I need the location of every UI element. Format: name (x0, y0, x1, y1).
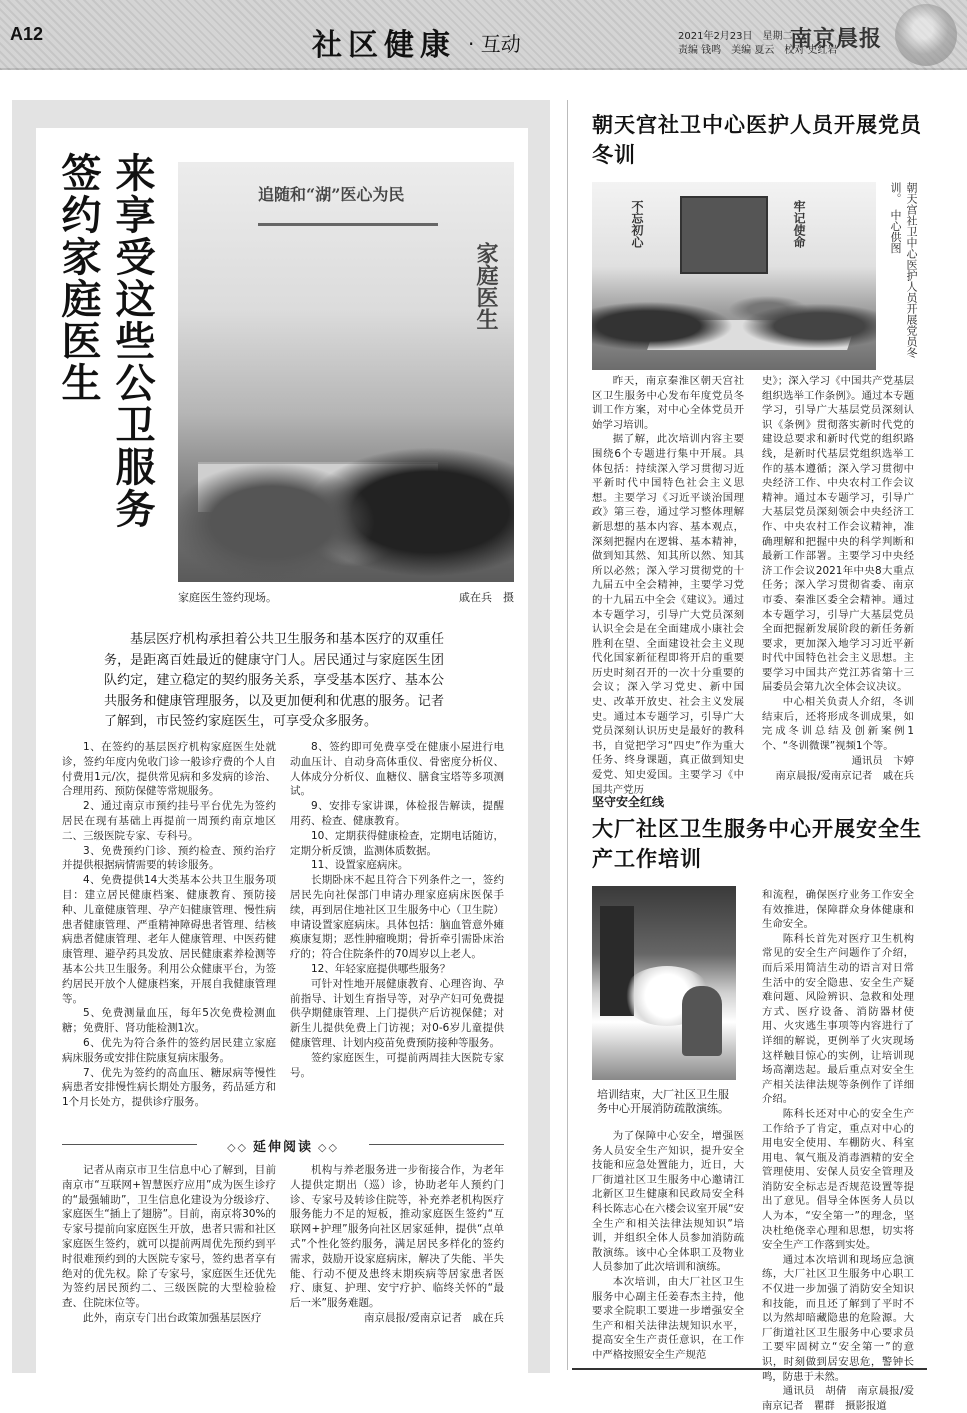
paragraph: 中心相关负责人介绍，冬训结束后，还将形成冬训成果，如完成冬训总结及创新案例1个、“冬训微课”视频1个等。 (762, 696, 914, 752)
photo-credit: 戚在兵 摄 (459, 591, 514, 604)
article-3-photo-caption: 培训结束，大厂社区卫生服务中心开展消防疏散演练。 (597, 1088, 729, 1115)
paragraph: 长期卧床不起且符合下列条件之一，签约居民先向社保部门申请办理家庭病床医保手续，再到居住地社区卫生服务中心（卫生院）申请设置家庭病床。具体包括：脑血管意外瘫痪康复期；恶性肿瘤晚期；骨折牵引需卧床治疗的；符合住院条件的70周岁以上老人。 (290, 874, 504, 961)
paragraph: 6、优先为符合条件的签约居民建立家庭病床服务或安排住院康复病床服务。 (62, 1036, 276, 1064)
family-doctor-signing-photo (178, 162, 514, 582)
article-column-b (290, 740, 504, 1080)
article-3-column-h (592, 1129, 744, 1363)
photo-people (592, 260, 876, 370)
paragraph: 陈科长首先对医疗卫生机构常见的安全生产问题作了介绍，而后采用简洁生动的语言对日常生活中的安全隐患、安全生产疑难问题、风险辨识、急救和处理方式、医疗设备、消防器材使用、火灾逃生事项等内容进行了详细的解说，更例举了火灾现场这样触目惊心的实例，让培训现场高潮迭起。最后重点对安全生产相关法律法规等条例作了详细介绍。 (762, 932, 914, 1106)
section-subtitle: · 互动 (468, 32, 521, 56)
newspaper-logo: 南京晨报 (790, 26, 883, 52)
bottom-rule (572, 1368, 927, 1370)
photo-caption-text: 家庭医生签约现场。 (178, 591, 277, 604)
issue-date: 2021年2月23日 星期二 (678, 31, 793, 42)
photo-caption (178, 589, 514, 605)
paragraph: 5、免费测量血压，每年5次免费检测血糖；免费肝、肾功能检测1次。 (62, 1007, 276, 1035)
paragraph: 可针对性地开展健康教育、心理咨询、孕前指导、计划生育指导等，对孕产妇可免费提供孕期健康管理、上门提供产后访视保健；对新生儿提供免费上门访视；对0-6岁儿童提供健康管理、计划内疫苗免费预防接种等服务。 (290, 977, 504, 1049)
paragraph: 昨天，南京秦淮区朝天宫社区卫生服务中心发布年度党员冬训工作方案，对中心全体党员开始学习培训。 (592, 375, 744, 431)
paragraph: 史》；深入学习《中国共产党基层组织选举工作条例》。通过本专题学习，引导广大基层党员深刻认识《条例》贯彻落实新时代党的建设总要求和新时代党的组织路线，是新时代基层党组织选举工作的基本遵循；深入学习贯彻中央经济工作、中央农村工作会议精神。通过本专题学习，引导广大基层党员深刻领会中央经济工作、中央农村工作会议精神，准确理解和把握中央的科学判断和最新工作部署。主要学习中央经济工作会议2021年中央8大重点任务；深入学习贯彻省委、南京市委、秦淮区委全会精神。通过本专题学习，引导广大基层党员全面把握新发展阶段的新任务新要求，更加深入地学习习近平新时代中国特色社会主义思想。主要学习中国共产党江苏省第十三届委员会第九次全体会议决议。 (762, 375, 914, 694)
paragraph: 9、安排专家讲课，体检报告解读，提醒用药、检查、健康教育。 (290, 800, 504, 827)
article-2-byline: 通讯员 卞婷 南京晨报/爱南京记者 戚在兵 (775, 755, 914, 782)
paragraph: 签约家庭医生，可提前两周挂大医院专家号。 (290, 1051, 504, 1079)
column-divider (567, 100, 568, 1370)
paragraph: 11、设置家庭病床。 (311, 859, 409, 872)
editors-line: 责编 钱鸣 美编 夏云 校对 史红岩 (678, 45, 838, 56)
paragraph: 10、定期获得健康检查，定期电话随访，定期分析反馈，监测体质数据。 (290, 829, 504, 857)
paragraph: 1、在签约的基层医疗机构家庭医生处就诊，签约年度内免收门诊一般诊疗费的个人自付费用1元/次，提供常见病和多发病的诊治、合理用药、预防保健等常规服务。 (62, 741, 276, 798)
paragraph: 8、签约即可免费享受在健康小屋进行电动血压计、自动身高体重仪、骨密度分析仪、人体成分分析仪、血糖仪、膳食宝塔等多项测试。 (290, 741, 504, 798)
byline: 南京晨报/爱南京记者 戚在兵 (363, 1311, 504, 1324)
article-intro: 基层医疗机构承担着公共卫生服务和基本医疗的双重任务，是距离百姓最近的健康守门人。居民通过与家庭医生团队约定，建立稳定的契约服务关系，享受基本医疗、基本公共服务和健康管理服务，以及更加便利和优惠的服务。记者了解到，市民签约家庭医生，可享受众多服务。 (104, 632, 444, 729)
paragraph: 12、年轻家庭提供哪些服务？ (311, 962, 451, 975)
page-number: A12 (10, 24, 44, 44)
extended-reading-label: ◇◇ 延伸阅读 ◇◇ (210, 1136, 356, 1155)
paragraph: 机构与养老服务进一步衔接合作，为老年人提供定期出（巡）诊，协助老年人预约门诊、专家号及转诊住院等，补充养老机构医疗服务能力不足的短板，推动家庭医生签约“互联网+护理”服务向社区居家延伸，提供“点单式”个性化签约服务，满足居民多样化的签约需求，鼓励开设家庭病床，解决了失能、半失能、行动不便及患终末期疾病等居家患者医疗、康复、护理、安宁疗护、临终关怀的“最后一米”服务难题。 (290, 1164, 504, 1310)
paragraph: 据了解，此次培训内容主要围绕6个专题进行集中开展。具体包括：持续深入学习贯彻习近平新时代中国特色社会主义思想。主要学习《习近平谈治国理政》第三卷，通过学习整体理解新思想的基本内容、基本观点，深刻把握内在逻辑、基本精神，做到知其然、知其所以然、知其所以必然；深入学习贯彻党的十九届五中全会精神，主要学习党的十九届五中全会《建议》。通过本专题学习，引导广大党员深刻认识全会是在全面建成小康社会胜利在望、全面建设社会主义现代化国家新征程即将开启的重要历史时刻召开的一次十分重要的会议；深入学习党史、新中国史、改革开放史、社会主义发展史。通过本专题学习，引导广大党员深刻认识历史是最好的教科书，自觉把学习“四史”作为重大任务、终身课题，真正做到知史爱党、知史爱国。主要学习《中国共产党历 (592, 433, 744, 796)
photo-person (682, 986, 722, 1056)
article-3-column-g (762, 888, 914, 1413)
extended-reading-column-c (62, 1163, 276, 1326)
paragraph: 3、免费预约门诊、预约检查、预约治疗并提供根据病情需要的转诊服务。 (62, 844, 276, 872)
paragraph: 7、优先为签约的高血压、糖尿病等慢性病患者安排慢性病长期处方服务，药品延方和1个月长处方，提供诊疗服务。 (62, 1066, 276, 1109)
photo-sign-left: 不忘初心 (630, 200, 644, 248)
article-2-column-f (762, 374, 914, 753)
article-2-column-e (592, 374, 744, 797)
article-title-line-2: 签约家庭医生 (55, 152, 102, 404)
article-2-headline: 朝天宫社卫中心医护人员开展党员冬训 (592, 113, 922, 167)
paragraph: 2、通过南京市预约挂号平台优先为签约居民在现有基础上再提前一周预约南京地区二、三级医院专家、专科号。 (62, 800, 276, 842)
fire-drill-photo (592, 886, 736, 1080)
paragraph: 此外，南京专门出台政策加强基层医疗 (83, 1311, 262, 1324)
paragraph: 通过本次培训和现场应急演练，大厂社区卫生服务中心职工不仅进一步加强了消防安全知识和技能，而且还了解到了平时不以为然却暗藏隐患的危险源。大厂街道社区卫生服务中心要求员工要牢固树立“安全第一”的意识，时刻做到居安思危，警钟长鸣，防患于未然。 (762, 1253, 914, 1383)
photo-wall-banner: 追随和“湖”医心为民 (258, 182, 438, 226)
photo-wall-sign: 家庭医生 (473, 242, 499, 330)
byline: 通讯员 胡倩 南京晨报/爱南京记者 瞿群 摄影报道 (762, 1385, 914, 1412)
paragraph: 为了保障中心安全，增强医务人员安全生产知识，提升安全技能和应急处置能力，近日，大厂街道社区卫生服务中心邀请江北新区卫生健康和民政局安全科科长陈志心在六楼会议室开展“安全生产和相关法律法规知识”培训，并组织全体人员参加消防疏散演练。该中心全体职工及物业人员参加了此次培训和演练。 (592, 1130, 744, 1274)
party-training-photo (592, 182, 876, 370)
extended-reading-column-d (290, 1163, 504, 1326)
divider-line-left (62, 1144, 197, 1145)
paragraph: 记者从南京市卫生信息中心了解到，目前南京市“互联网+智慧医疗应用”成为医生诊疗的“最强辅助”，卫生信息化建设为分级诊疗、家庭医生“插上了翅膀”。目前，南京将30%的专家号提前向家庭医生开放，患者只需和社区家庭医生签约，就可以提前两周优先预约到平时很难预约到的大医院专家号，签约患者享有绝对的优先权。除了专家号，家庭医生还优先为签约居民预约二、三级医院的大型检验检查、住院床位等。 (62, 1164, 276, 1310)
extended-reading-divider (62, 1135, 504, 1155)
photo-people (178, 382, 514, 582)
paragraph: 本次培训，由大厂社区卫生服务中心副主任姜春杰主持，他要求全院职工要进一步增强安全生产和相关法律法规知识水平，提高安全生产责任意识，在工作中严格按照安全生产规范 (592, 1275, 744, 1361)
divider-line-right (369, 1144, 504, 1145)
article-3-headline: 大厂社区卫生服务中心开展安全生产工作培训 (592, 817, 922, 871)
paragraph: 4、免费提供14大类基本公共卫生服务项目：建立居民健康档案、健康教育、预防接种、儿童健康管理、孕产妇健康管理、慢性病患者健康管理、严重精神障碍患者管理、结核病患者健康管理、老年人健康管理、中医药健康管理、避孕药具发放、居民健康素养检测等基本公共卫生服务。利用公众健康平台，为签约居民开放个人健康档案，开展自我健康管理等。 (62, 874, 276, 1005)
photo-sign-right: 牢记使命 (792, 200, 806, 248)
paragraph: 陈科长还对中心的安全生产工作给予了肯定，重点对中心的用电安全使用、车棚防火、科室用电、氧气瓶及消毒酒精的安全管理使用、安保人员安全管理及消防安全标志是否规范设置等提出了意见。倡导全体医务人员以人为本，“安全第一”的理念，坚决杜绝侥幸心理和思想，切实将安全生产工作落到实处。 (762, 1107, 914, 1252)
article-title-line-1: 来享受这些公卫服务 (109, 152, 156, 530)
section-title: 社区健康 (312, 28, 456, 63)
article-2-photo-caption: 朝天宫社卫中心医护人员开展党员冬训。 中心供图 (889, 182, 918, 358)
article-3-kicker: 坚守安全红线 (592, 795, 665, 809)
masthead (0, 0, 967, 70)
paragraph: 和流程，确保医疗业务工作安全有效推进，保障群众身体健康和生命安全。 (762, 889, 914, 931)
masthead-portrait-image (895, 4, 957, 66)
article-column-a (62, 740, 276, 1110)
